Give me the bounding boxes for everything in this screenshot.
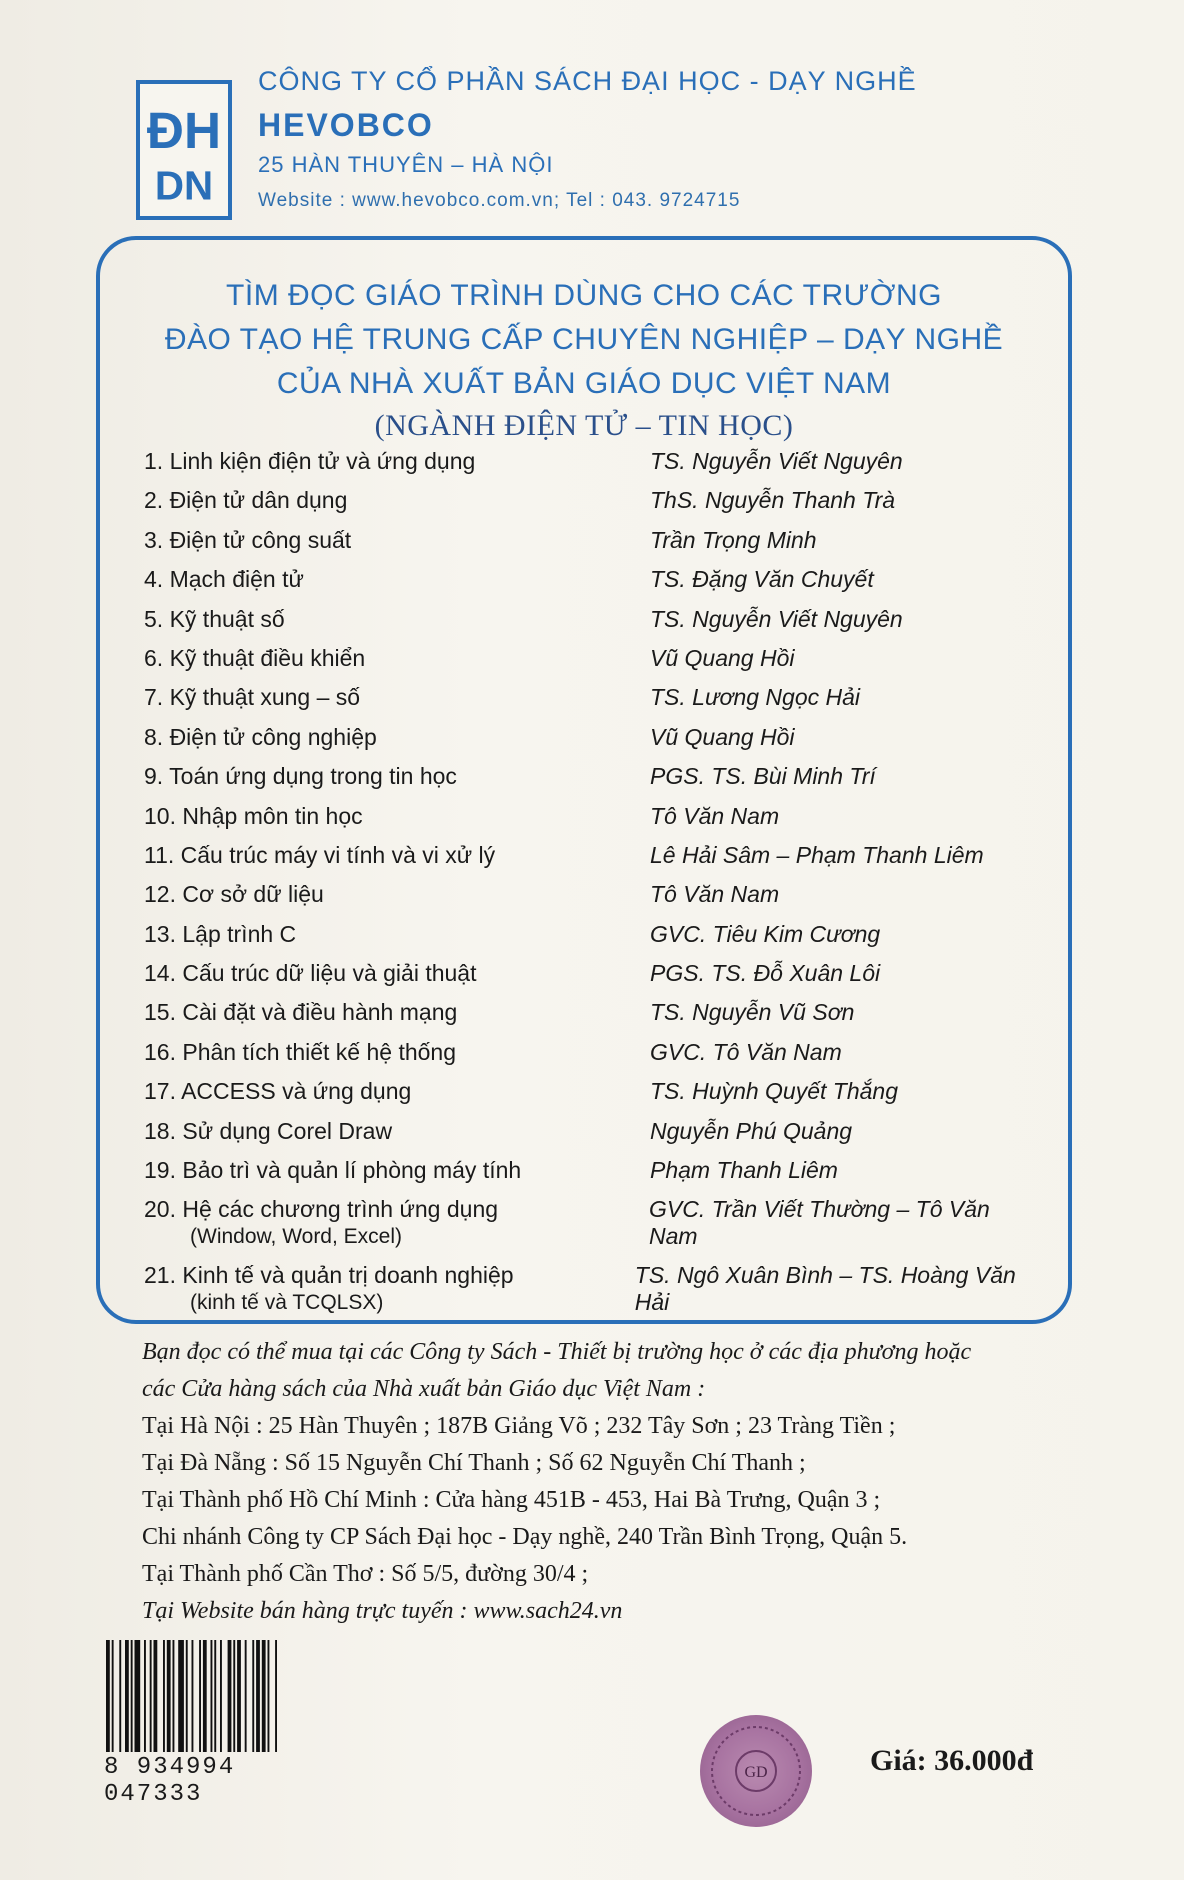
book-author: Trần Trọng Minh: [650, 526, 817, 553]
book-row: [144, 1039, 1044, 1078]
footer-line: Tại Đà Nẵng : Số 15 Nguyễn Chí Thanh ; Số 62 Nguyễn Chí Thanh ;: [142, 1450, 806, 1476]
book-row: [144, 1157, 1044, 1196]
box-title-line-1: TÌM ĐỌC GIÁO TRÌNH DÙNG CHO CÁC TRƯỜNG: [226, 279, 942, 312]
where-to-buy: [142, 1334, 1082, 1630]
book-author: GVC. Tô Văn Nam: [650, 1038, 842, 1065]
book-author: PGS. TS. Đỗ Xuân Lôi: [650, 960, 881, 987]
book-author: Vũ Quang Hồi: [650, 723, 795, 750]
book-title: 6. Kỹ thuật điều khiển: [144, 644, 366, 671]
book-row: [144, 448, 1044, 487]
book-note: (Window, Word, Excel): [190, 1225, 402, 1249]
barcode-bar: [214, 1640, 216, 1752]
barcode-bar: [192, 1640, 194, 1752]
book-title: 15. Cài đặt và điều hành mạng: [144, 999, 458, 1026]
book-author: TS. Ngô Xuân Bình – TS. Hoàng Văn Hải: [634, 1262, 1016, 1316]
book-title: 13. Lập trình C: [144, 920, 297, 947]
book-title: 19. Bảo trì và quản lí phòng máy tính: [144, 1157, 522, 1184]
book-row: [144, 1118, 1044, 1157]
book-row: [144, 566, 1044, 605]
book-row: [144, 999, 1044, 1038]
publisher-website: Website : www.hevobco.com.vn; Tel : 043. 9724715: [258, 190, 741, 211]
book-author: Nguyễn Phú Quảng: [650, 1117, 853, 1144]
barcode-bar: [131, 1640, 133, 1752]
book-title: 8. Điện tử công nghiệp: [144, 723, 377, 750]
book-author: TS. Huỳnh Quyết Thắng: [650, 1078, 899, 1105]
book-title: 5. Kỹ thuật số: [144, 605, 285, 632]
book-title: 16. Phân tích thiết kế hệ thống: [144, 1038, 457, 1065]
book-title: 7. Kỹ thuật xung – số: [144, 684, 361, 711]
svg-text:ĐH: ĐH: [146, 102, 222, 160]
book-row: [144, 881, 1044, 920]
barcode-bar: [144, 1640, 146, 1752]
book-title: 17. ACCESS và ứng dụng: [144, 1078, 412, 1105]
box-title-line-2: ĐÀO TẠO HỆ TRUNG CẤP CHUYÊN NGHIỆP – DẠY NGHỀ: [164, 323, 1004, 356]
book-row: [144, 960, 1044, 999]
book-row: [144, 921, 1044, 960]
book-title: 3. Điện tử công suất: [144, 526, 352, 553]
book-title: 12. Cơ sở dữ liệu: [144, 881, 324, 908]
barcode-bar: [256, 1640, 260, 1752]
footer-line: các Cửa hàng sách của Nhà xuất bản Giáo dục Việt Nam :: [142, 1376, 706, 1402]
barcode-bars: [104, 1640, 346, 1752]
publisher-logo: [136, 80, 232, 220]
barcode-bar: [245, 1640, 247, 1752]
book-note: (kinh tế và TCQLSX): [190, 1291, 384, 1315]
company-name: CÔNG TY CỔ PHẦN SÁCH ĐẠI HỌC - DẠY NGHỀ: [258, 66, 917, 96]
box-heading: [100, 274, 1068, 446]
book-list-box: [96, 236, 1072, 1324]
book-list: [144, 448, 1044, 1328]
book-author: TS. Lương Ngọc Hải: [650, 684, 861, 711]
book-author: Tô Văn Nam: [650, 881, 780, 908]
book-title: 4. Mạch điện tử: [144, 566, 304, 593]
barcode-bar: [173, 1640, 175, 1752]
barcode-bar: [199, 1640, 201, 1752]
book-row: [144, 1078, 1044, 1117]
barcode-bar: [220, 1640, 222, 1752]
barcode-bar: [268, 1640, 270, 1752]
footer-line: Tại Thành phố Cần Thơ : Số 5/5, đường 30/4 ;: [142, 1561, 589, 1587]
barcode-bar: [262, 1640, 266, 1752]
book-title: 2. Điện tử dân dụng: [144, 487, 348, 514]
book-title: 10. Nhập môn tin học: [144, 802, 363, 829]
book-row: [144, 1262, 1044, 1328]
barcode-bar: [186, 1640, 188, 1752]
book-title: 11. Cấu trúc máy vi tính và vi xử lý: [144, 841, 496, 868]
book-title: 20. Hệ các chương trình ứng dụng: [144, 1196, 499, 1223]
barcode-bar: [119, 1640, 121, 1752]
book-author: Tô Văn Nam: [650, 802, 780, 829]
footer-line: Tại Hà Nội : 25 Hàn Thuyên ; 187B Giảng Võ ; 232 Tây Sơn ; 23 Tràng Tiền ;: [142, 1413, 896, 1439]
barcode-bar: [233, 1640, 235, 1752]
barcode-bar: [237, 1640, 241, 1752]
book-author: Phạm Thanh Liêm: [650, 1157, 838, 1184]
barcode-bar: [106, 1640, 110, 1752]
brand-name: HEVOBCO: [258, 107, 434, 143]
book-row: [144, 763, 1044, 802]
barcode-bar: [167, 1640, 171, 1752]
price: Giá: 36.000đ: [870, 1744, 1034, 1777]
barcode-bar: [163, 1640, 165, 1752]
book-author: Lê Hải Sâm – Phạm Thanh Liêm: [650, 841, 984, 868]
seal-stamp: [700, 1715, 812, 1827]
book-row: [144, 527, 1044, 566]
barcode-bar: [154, 1640, 158, 1752]
footer-line: Tại Website bán hàng trực tuyến : www.sach24.vn: [142, 1598, 623, 1624]
book-author: GVC. Trần Viết Thường – Tô Văn Nam: [648, 1196, 990, 1250]
book-row: [144, 606, 1044, 645]
book-author: TS. Nguyễn Viết Nguyên: [650, 605, 903, 632]
book-author: Vũ Quang Hồi: [650, 644, 795, 671]
book-title: 9. Toán ứng dụng trong tin học: [144, 763, 457, 790]
barcode-bar: [211, 1640, 213, 1752]
barcode-bar: [275, 1640, 277, 1752]
footer-line: Bạn đọc có thể mua tại các Công ty Sách - Thiết bị trường học ở các địa phương hoặc: [142, 1339, 972, 1365]
barcode-bar: [150, 1640, 152, 1752]
publisher-address: 25 HÀN THUYÊN – HÀ NỘI: [258, 152, 554, 177]
book-title: 14. Cấu trúc dữ liệu và giải thuật: [144, 960, 477, 987]
barcode-bar: [178, 1640, 184, 1752]
barcode-bar: [228, 1640, 232, 1752]
footer-line: Tại Thành phố Hồ Chí Minh : Cửa hàng 451B - 453, Hai Bà Trưng, Quận 3 ;: [142, 1487, 881, 1513]
footer-line: Chi nhánh Công ty CP Sách Đại học - Dạy nghề, 240 Trần Bình Trọng, Quận 5.: [142, 1524, 908, 1550]
barcode-bar: [125, 1640, 129, 1752]
book-row: [144, 842, 1044, 881]
book-author: TS. Đặng Văn Chuyết: [650, 566, 874, 593]
svg-text:DN: DN: [154, 162, 214, 209]
barcode-bar: [112, 1640, 114, 1752]
book-row: [144, 684, 1044, 723]
book-row: [144, 487, 1044, 526]
book-row: [144, 1196, 1044, 1262]
barcode-bar: [203, 1640, 207, 1752]
barcode-bar: [135, 1640, 141, 1752]
book-author: TS. Nguyễn Viết Nguyên: [650, 448, 903, 474]
barcode-bar: [252, 1640, 254, 1752]
barcode-number: 8 934994 047333: [104, 1754, 236, 1808]
publisher-info: [258, 66, 917, 212]
book-title: 21. Kinh tế và quản trị doanh nghiệp: [144, 1262, 514, 1289]
book-author: PGS. TS. Bùi Minh Trí: [650, 763, 876, 790]
svg-text:GD: GD: [744, 1764, 768, 1781]
box-subtitle: (NGÀNH ĐIỆN TỬ – TIN HỌC): [374, 409, 794, 442]
book-author: GVC. Tiêu Kim Cương: [650, 920, 881, 947]
book-author: ThS. Nguyễn Thanh Trà: [650, 487, 896, 514]
book-title: 1. Linh kiện điện tử và ứng dụng: [144, 448, 476, 474]
book-row: [144, 803, 1044, 842]
barcode: [104, 1640, 346, 1808]
book-row: [144, 724, 1044, 763]
book-row: [144, 645, 1044, 684]
box-title-line-3: CỦA NHÀ XUẤT BẢN GIÁO DỤC VIỆT NAM: [276, 367, 892, 400]
book-author: TS. Nguyễn Vũ Sơn: [650, 999, 855, 1026]
book-title: 18. Sử dụng Corel Draw: [144, 1117, 393, 1144]
